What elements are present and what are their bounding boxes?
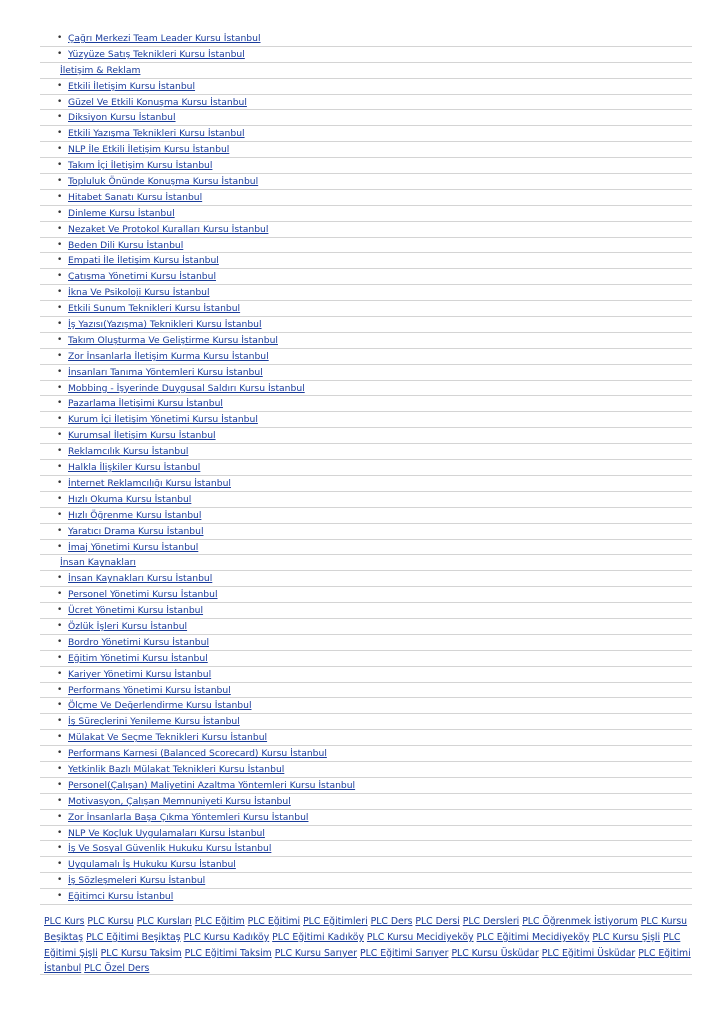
footer-link[interactable]: PLC Eğitimi Beşiktaş [86, 931, 181, 943]
footer-link[interactable]: PLC Özel Ders [84, 963, 150, 975]
list-item [40, 794, 692, 810]
list-item [40, 222, 692, 238]
course-link[interactable]: Performans Karnesi (Balanced Scorecard) Kursu İstanbul [68, 748, 327, 760]
bullet-icon: • [57, 493, 63, 504]
course-link[interactable]: Hızlı Öğrenme Kursu İstanbul [68, 509, 202, 521]
bullet-icon: • [57, 303, 63, 314]
course-link[interactable]: Ücret Yönetimi Kursu İstanbul [68, 605, 204, 617]
list-item [40, 746, 692, 762]
bullet-icon: • [57, 191, 63, 202]
list-item [40, 460, 692, 476]
course-list [40, 31, 692, 905]
list-item [40, 428, 692, 444]
list-item [40, 524, 692, 540]
footer-link[interactable]: PLC Eğitimi Kadıköy [272, 931, 364, 943]
bullet-icon: • [57, 382, 63, 393]
list-item [40, 508, 692, 524]
footer-divider [40, 974, 692, 975]
footer-link[interactable]: PLC Kursu Taksim [100, 947, 182, 959]
footer-link[interactable]: PLC Dersi [415, 916, 460, 927]
bullet-icon: • [57, 748, 63, 759]
bullet-icon: • [57, 398, 63, 409]
bullet-icon: • [57, 271, 63, 282]
list-item [40, 238, 692, 254]
list-item [40, 269, 692, 285]
bullet-icon: • [57, 589, 63, 600]
course-link[interactable]: Diksiyon Kursu İstanbul [68, 112, 176, 124]
bullet-icon: • [57, 620, 63, 631]
list-item [40, 587, 692, 603]
course-link[interactable]: Güzel Ve Etkili Konuşma Kursu İstanbul [68, 96, 247, 108]
list-item [40, 540, 692, 556]
list-item [40, 365, 692, 381]
footer-link[interactable]: PLC Kursu Üsküdar [451, 947, 539, 959]
category-link[interactable]: İnsan Kaynakları [60, 557, 136, 569]
bullet-icon: • [57, 255, 63, 266]
list-item [40, 889, 692, 905]
list-item [40, 683, 692, 699]
course-link[interactable]: İnternet Reklamcılığı Kursu İstanbul [68, 477, 231, 489]
list-item [40, 206, 692, 222]
course-link[interactable]: Eğitim Yönetimi Kursu İstanbul [68, 652, 208, 664]
list-item [40, 571, 692, 587]
course-link[interactable]: Halkla İlişkiler Kursu İstanbul [68, 462, 201, 474]
list-item [40, 444, 692, 460]
list-item [40, 476, 692, 492]
course-link[interactable]: Takım İçi İletişim Kursu İstanbul [68, 160, 213, 172]
list-item [40, 174, 692, 190]
course-link[interactable]: İkna Ve Psikoloji Kursu İstanbul [68, 287, 210, 299]
bullet-icon: • [57, 732, 63, 743]
course-link[interactable]: Kariyer Yönetimi Kursu İstanbul [68, 668, 212, 680]
list-item [40, 95, 692, 111]
course-link[interactable]: Mobbing - İşyerinde Duygusal Saldırı Kursu İstanbul [68, 382, 305, 394]
course-link[interactable]: Kurumsal İletişim Kursu İstanbul [68, 430, 216, 442]
bullet-icon: • [57, 859, 63, 870]
bullet-icon: • [57, 462, 63, 473]
bullet-icon: • [57, 668, 63, 679]
course-link[interactable]: Yüzyüze Satış Teknikleri Kursu İstanbul [68, 48, 245, 60]
list-item [40, 110, 692, 126]
course-link[interactable]: İş Sözleşmeleri Kursu İstanbul [68, 875, 206, 887]
list-item [40, 253, 692, 269]
course-link[interactable]: Eğitimci Kursu İstanbul [68, 891, 174, 903]
bullet-icon: • [57, 811, 63, 822]
course-link[interactable]: Motivasyon, Çalışan Memnuniyeti Kursu İstanbul [68, 795, 291, 807]
course-link[interactable]: Performans Yönetimi Kursu İstanbul [68, 684, 231, 696]
course-link[interactable]: Zor İnsanlarla İletişim Kurma Kursu İstanbul [68, 350, 269, 362]
course-link[interactable]: Yaratıcı Drama Kursu İstanbul [68, 525, 204, 537]
course-link[interactable]: Etkili İletişim Kursu İstanbul [68, 80, 196, 92]
course-link[interactable]: Nezaket Ve Protokol Kuralları Kursu İstanbul [68, 223, 269, 235]
footer-link[interactable]: PLC Öğrenmek İstiyorum [522, 916, 638, 927]
list-item [40, 762, 692, 778]
course-link[interactable]: Personel Yönetimi Kursu İstanbul [68, 589, 218, 601]
bullet-icon: • [57, 430, 63, 441]
category-heading[interactable] [40, 555, 692, 571]
course-link[interactable]: Çağrı Merkezi Team Leader Kursu İstanbul [68, 33, 261, 44]
course-link[interactable]: Reklamcılık Kursu İstanbul [68, 446, 189, 458]
bullet-icon: • [57, 573, 63, 584]
footer-link[interactable]: PLC Eğitimi İstanbul [44, 947, 691, 975]
bullet-icon: • [57, 605, 63, 616]
bullet-icon: • [57, 223, 63, 234]
course-link[interactable]: Uygulamalı İş Hukuku Kursu İstanbul [68, 859, 236, 871]
category-link[interactable]: İletişim & Reklam [60, 64, 141, 76]
course-link[interactable]: Etkili Yazışma Teknikleri Kursu İstanbul [68, 128, 245, 140]
list-item [40, 603, 692, 619]
list-item [40, 79, 692, 95]
list-item [40, 412, 692, 428]
footer-link[interactable]: PLC Eğitimi Sarıyer [360, 947, 449, 959]
bullet-icon: • [57, 763, 63, 774]
list-item [40, 714, 692, 730]
bullet-icon: • [57, 716, 63, 727]
list-item [40, 190, 692, 206]
bullet-icon: • [57, 33, 63, 43]
bullet-icon: • [57, 176, 63, 187]
bullet-icon: • [57, 652, 63, 663]
bullet-icon: • [57, 509, 63, 520]
course-link[interactable]: İnsan Kaynakları Kursu İstanbul [68, 573, 213, 585]
course-link[interactable]: NLP Ve Koçluk Uygulamaları Kursu İstanbul [68, 827, 265, 839]
course-link[interactable]: Empati İle İletişim Kursu İstanbul [68, 255, 219, 267]
course-link[interactable]: Bordro Yönetimi Kursu İstanbul [68, 636, 210, 648]
bullet-icon: • [57, 287, 63, 298]
list-item [40, 635, 692, 651]
bullet-icon: • [57, 541, 63, 552]
list-item [40, 698, 692, 714]
list-item [40, 857, 692, 873]
list-item [40, 778, 692, 794]
bullet-icon: • [57, 239, 63, 250]
list-item [40, 333, 692, 349]
bullet-icon: • [57, 319, 63, 330]
bullet-icon: • [57, 366, 63, 377]
footer-link[interactable]: PLC Ders [370, 916, 413, 927]
course-link[interactable]: İş Ve Sosyal Güvenlik Hukuku Kursu İstanbul [68, 843, 272, 855]
course-link[interactable]: İnsanları Tanıma Yöntemleri Kursu İstanbul [68, 366, 263, 378]
footer-link[interactable]: PLC Kursu Beşiktaş [44, 916, 688, 943]
bullet-icon: • [57, 446, 63, 457]
footer-link[interactable]: PLC Eğitimi Üsküdar [541, 947, 636, 959]
course-link[interactable]: Özlük İşleri Kursu İstanbul [68, 620, 188, 632]
footer-link-block [44, 914, 692, 977]
list-item [40, 349, 692, 365]
course-link[interactable]: Takım Oluşturma Ve Geliştirme Kursu İstanbul [68, 334, 278, 346]
list-item [40, 381, 692, 397]
list-item [40, 396, 692, 412]
bullet-icon: • [57, 112, 63, 123]
bullet-icon: • [57, 350, 63, 361]
bullet-icon: • [57, 684, 63, 695]
course-link[interactable]: Kurum İçi İletişim Yönetimi Kursu İstanbul [68, 414, 258, 426]
list-item [40, 651, 692, 667]
course-link[interactable]: Ölçme Ve Değerlendirme Kursu İstanbul [68, 700, 252, 712]
footer-link[interactable]: PLC Kursu Kadıköy [183, 931, 270, 943]
list-item [40, 730, 692, 746]
bullet-icon: • [57, 207, 63, 218]
list-item [40, 810, 692, 826]
list-item [40, 301, 692, 317]
list-item [40, 667, 692, 683]
list-item [40, 873, 692, 889]
bullet-icon: • [57, 334, 63, 345]
list-item [40, 158, 692, 174]
course-link[interactable]: Zor İnsanlarla Başa Çıkma Yöntemleri Kursu İstanbul [68, 811, 309, 823]
bullet-icon: • [57, 80, 63, 91]
list-item [40, 31, 692, 47]
bullet-icon: • [57, 891, 63, 902]
category-heading[interactable] [40, 63, 692, 79]
list-item [40, 142, 692, 158]
bullet-icon: • [57, 795, 63, 806]
course-link[interactable]: Etkili Sunum Teknikleri Kursu İstanbul [68, 303, 241, 315]
course-link[interactable]: Dinleme Kursu İstanbul [68, 207, 175, 219]
footer-link[interactable]: PLC Kursu Şişli [592, 931, 661, 943]
bullet-icon: • [57, 636, 63, 647]
course-link[interactable]: Topluluk Önünde Konuşma Kursu İstanbul [68, 176, 259, 188]
list-item [40, 47, 692, 63]
course-link[interactable]: Çatışma Yönetimi Kursu İstanbul [68, 271, 217, 283]
footer-link[interactable]: PLC Dersleri [462, 916, 520, 927]
list-item [40, 826, 692, 842]
course-link[interactable]: NLP İle Etkili İletişim Kursu İstanbul [68, 144, 230, 156]
bullet-icon: • [57, 414, 63, 425]
bullet-icon: • [57, 48, 63, 59]
footer-link[interactable]: PLC Eğitimleri [303, 916, 368, 927]
course-link[interactable]: Personel(Çalışan) Maliyetini Azaltma Yöntemleri Kursu İstanbul [68, 779, 356, 791]
course-link[interactable]: Yetkinlik Bazlı Mülakat Teknikleri Kursu İstanbul [68, 763, 285, 775]
list-item [40, 841, 692, 857]
list-item [40, 317, 692, 333]
bullet-icon: • [57, 96, 63, 107]
course-link[interactable]: İş Süreçlerini Yenileme Kursu İstanbul [68, 716, 240, 728]
course-link[interactable]: Pazarlama İletişimi Kursu İstanbul [68, 398, 223, 410]
bullet-icon: • [57, 128, 63, 139]
bullet-icon: • [57, 843, 63, 854]
course-link[interactable]: İmaj Yönetimi Kursu İstanbul [68, 541, 199, 553]
list-item [40, 285, 692, 301]
bullet-icon: • [57, 160, 63, 171]
list-item [40, 126, 692, 142]
bullet-icon: • [57, 525, 63, 536]
course-link[interactable]: Beden Dili Kursu İstanbul [68, 239, 184, 251]
course-link[interactable]: Mülakat Ve Seçme Teknikleri Kursu İstanbul [68, 732, 268, 744]
bullet-icon: • [57, 875, 63, 886]
course-link[interactable]: Hızlı Okuma Kursu İstanbul [68, 493, 192, 505]
footer-link[interactable]: PLC Kursu Sarıyer [274, 947, 358, 959]
course-link[interactable]: İş Yazısı(Yazışma) Teknikleri Kursu İstanbul [68, 319, 262, 331]
footer-link[interactable]: PLC Kursu [87, 916, 134, 927]
footer-link[interactable]: PLC Eğitimi Taksim [184, 947, 272, 959]
list-item [40, 492, 692, 508]
footer-link[interactable]: PLC Kursları [136, 916, 192, 927]
bullet-icon: • [57, 700, 63, 711]
list-item [40, 619, 692, 635]
footer-link[interactable]: PLC Eğitimi [247, 916, 301, 927]
footer-link[interactable]: PLC Eğitim [194, 916, 245, 927]
footer-link[interactable]: PLC Kurs [44, 916, 85, 927]
bullet-icon: • [57, 144, 63, 155]
course-link[interactable]: Hitabet Sanatı Kursu İstanbul [68, 191, 203, 203]
footer-link[interactable]: PLC Eğitimi Mecidiyeköy [476, 931, 590, 943]
footer-link[interactable]: PLC Kursu Mecidiyeköy [366, 931, 474, 943]
footer-link[interactable]: PLC Eğitimi Şişli [44, 931, 681, 959]
bullet-icon: • [57, 477, 63, 488]
bullet-icon: • [57, 827, 63, 838]
bullet-icon: • [57, 779, 63, 790]
